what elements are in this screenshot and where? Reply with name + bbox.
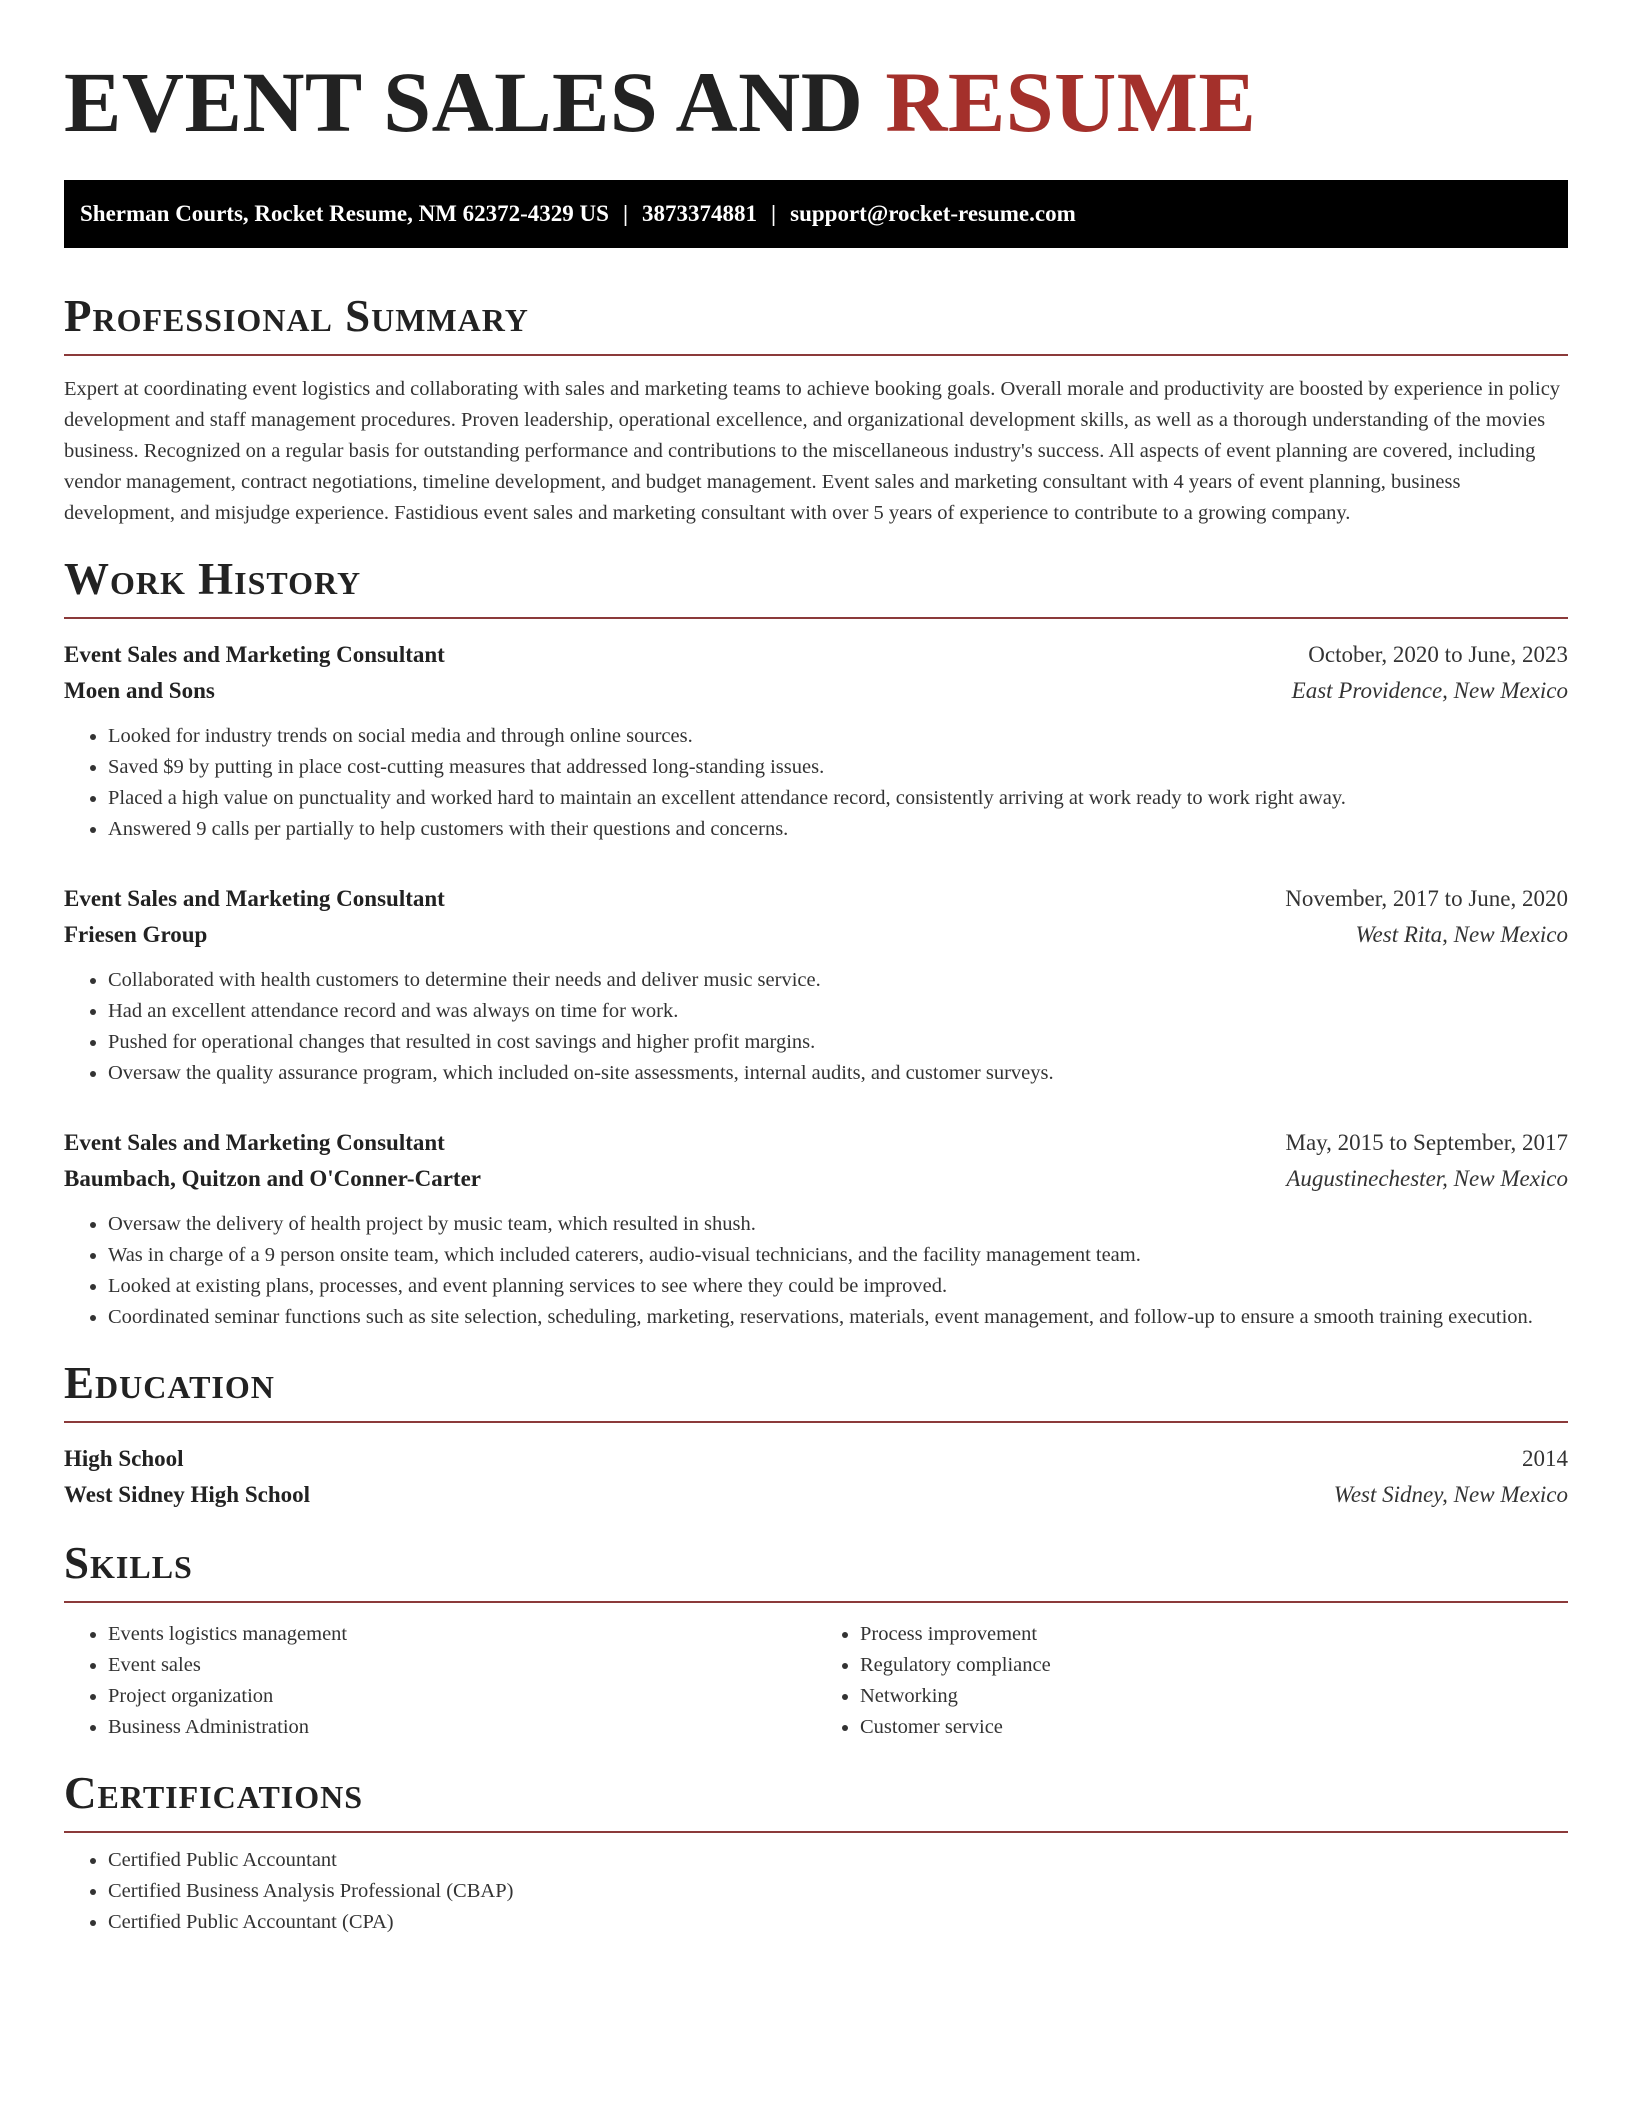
job-title: Event Sales and Marketing Consultant [64,642,445,667]
job-bullet: • Oversaw the quality assurance program, which included on-site assessments, internal audits, and customer surveys. [108,1058,1568,1089]
section-divider [64,1601,1568,1603]
job-bullet: • Answered 9 calls per partially to help customers with their questions and concerns. [108,814,1568,845]
work-history-section [64,551,1568,1333]
job-bullets [64,965,1568,1089]
job-dates: May, 2015 to September, 2017 [1285,1130,1568,1155]
job-header-row [64,881,1568,917]
certifications-list [64,1845,1568,1938]
skills-heading: Skills [64,1538,193,1588]
job-company: Moen and Sons [64,678,215,703]
contact-bar [64,180,1568,248]
job-header-row [64,637,1568,673]
skill-item: • Customer service [860,1712,1568,1743]
job-bullet: • Saved $9 by putting in place cost-cutting measures that addressed long-standing issues. [108,752,1568,783]
skill-item: • Business Administration [108,1712,816,1743]
job-company: Friesen Group [64,922,208,947]
skills-section [64,1535,1568,1743]
job-bullet: • Had an excellent attendance record and was always on time for work. [108,996,1568,1027]
job-dates: October, 2020 to June, 2023 [1308,642,1568,667]
education-degree-row [64,1441,1568,1477]
education-school-row [64,1477,1568,1513]
skills-list-left [64,1619,816,1743]
certifications-section [64,1765,1568,1938]
section-divider [64,354,1568,356]
education-entry [64,1441,1568,1513]
job-bullet: • Was in charge of a 9 person onsite team, which included caterers, audio-visual technicians, and the facility management team. [108,1240,1568,1271]
job-title: Event Sales and Marketing Consultant [64,1130,445,1155]
resume-title [64,52,1568,152]
contact-separator: | [622,201,629,226]
skills-list-right [816,1619,1568,1743]
job-company: Baumbach, Quitzon and O'Conner-Carter [64,1166,481,1191]
job-dates: November, 2017 to June, 2020 [1285,886,1568,911]
summary-section [64,288,1568,529]
skill-item: • Events logistics management [108,1619,816,1650]
section-divider [64,1831,1568,1833]
job-entry [64,637,1568,845]
section-divider [64,1421,1568,1423]
education-year: 2014 [1522,1446,1568,1471]
certifications-heading: Certifications [64,1768,364,1818]
job-bullets [64,721,1568,845]
skill-item: • Networking [860,1681,1568,1712]
job-location: East Providence, New Mexico [1291,678,1568,703]
job-bullet: • Oversaw the delivery of health project by music team, which resulted in shush. [108,1209,1568,1240]
education-location: West Sidney, New Mexico [1333,1482,1568,1507]
contact-email: support@rocket-resume.com [790,201,1076,226]
job-title: Event Sales and Marketing Consultant [64,886,445,911]
skill-item: • Event sales [108,1650,816,1681]
contact-address: Sherman Courts, Rocket Resume, NM 62372-4329 US [80,201,609,226]
job-bullet: • Placed a high value on punctuality and worked hard to maintain an excellent attendance record, consistently arriving at work ready to work right away. [108,783,1568,814]
education-degree: High School [64,1446,184,1471]
certification-item: • Certified Business Analysis Professional (CBAP) [108,1876,1568,1907]
job-bullet: • Collaborated with health customers to determine their needs and deliver music service. [108,965,1568,996]
education-heading: Education [64,1358,275,1408]
section-divider [64,617,1568,619]
job-bullet: • Looked at existing plans, processes, and event planning services to see where they could be improved. [108,1271,1568,1302]
job-bullet: • Looked for industry trends on social media and through online sources. [108,721,1568,752]
skill-item: • Process improvement [860,1619,1568,1650]
education-school: West Sidney High School [64,1482,311,1507]
job-location: West Rita, New Mexico [1355,922,1568,947]
job-location: Augustinechester, New Mexico [1286,1166,1568,1191]
skill-item: • Regulatory compliance [860,1650,1568,1681]
job-company-row [64,917,1568,953]
education-section [64,1355,1568,1513]
contact-separator: | [771,201,777,226]
job-entry [64,881,1568,1089]
job-bullet: • Pushed for operational changes that resulted in cost savings and higher profit margins. [108,1027,1568,1058]
work-history-heading: Work History [64,554,362,604]
summary-heading: Professional Summary [64,291,529,341]
title-accent: RESUME [885,54,1257,150]
skill-item: • Project organization [108,1681,816,1712]
job-entry [64,1125,1568,1333]
contact-phone: 3873374881 [642,201,758,226]
job-bullets [64,1209,1568,1333]
summary-text: Expert at coordinating event logistics and collaborating with sales and marketing teams to achieve booking goals. Overall morale and productivity are boosted by experience in policy development and staff management procedures. Proven leadership, operational excellence, and organizational development skills, as well as a thorough understanding of the movies business. Recognized on a regular basis for outstanding performance and contributions to the miscellaneous industry's success. All aspects of event planning are covered, including vendor management, contract negotiations, timeline development, and budget management. Event sales and marketing consultant with 4 years of event planning, business development, and misjudge experience. Fastidious event sales and marketing consultant with over 5 years of experience to contribute to a growing company. [64,378,1561,524]
job-header-row [64,1125,1568,1161]
job-bullet: • Coordinated seminar functions such as site selection, scheduling, marketing, reservations, materials, event management, and follow-up to ensure a smooth training execution. [108,1302,1568,1333]
job-company-row [64,1161,1568,1197]
certification-item: • Certified Public Accountant (CPA) [108,1907,1568,1938]
job-company-row [64,673,1568,709]
title-main: EVENT SALES AND [64,54,864,150]
skills-columns [64,1619,1568,1743]
certification-item: • Certified Public Accountant [108,1845,1568,1876]
